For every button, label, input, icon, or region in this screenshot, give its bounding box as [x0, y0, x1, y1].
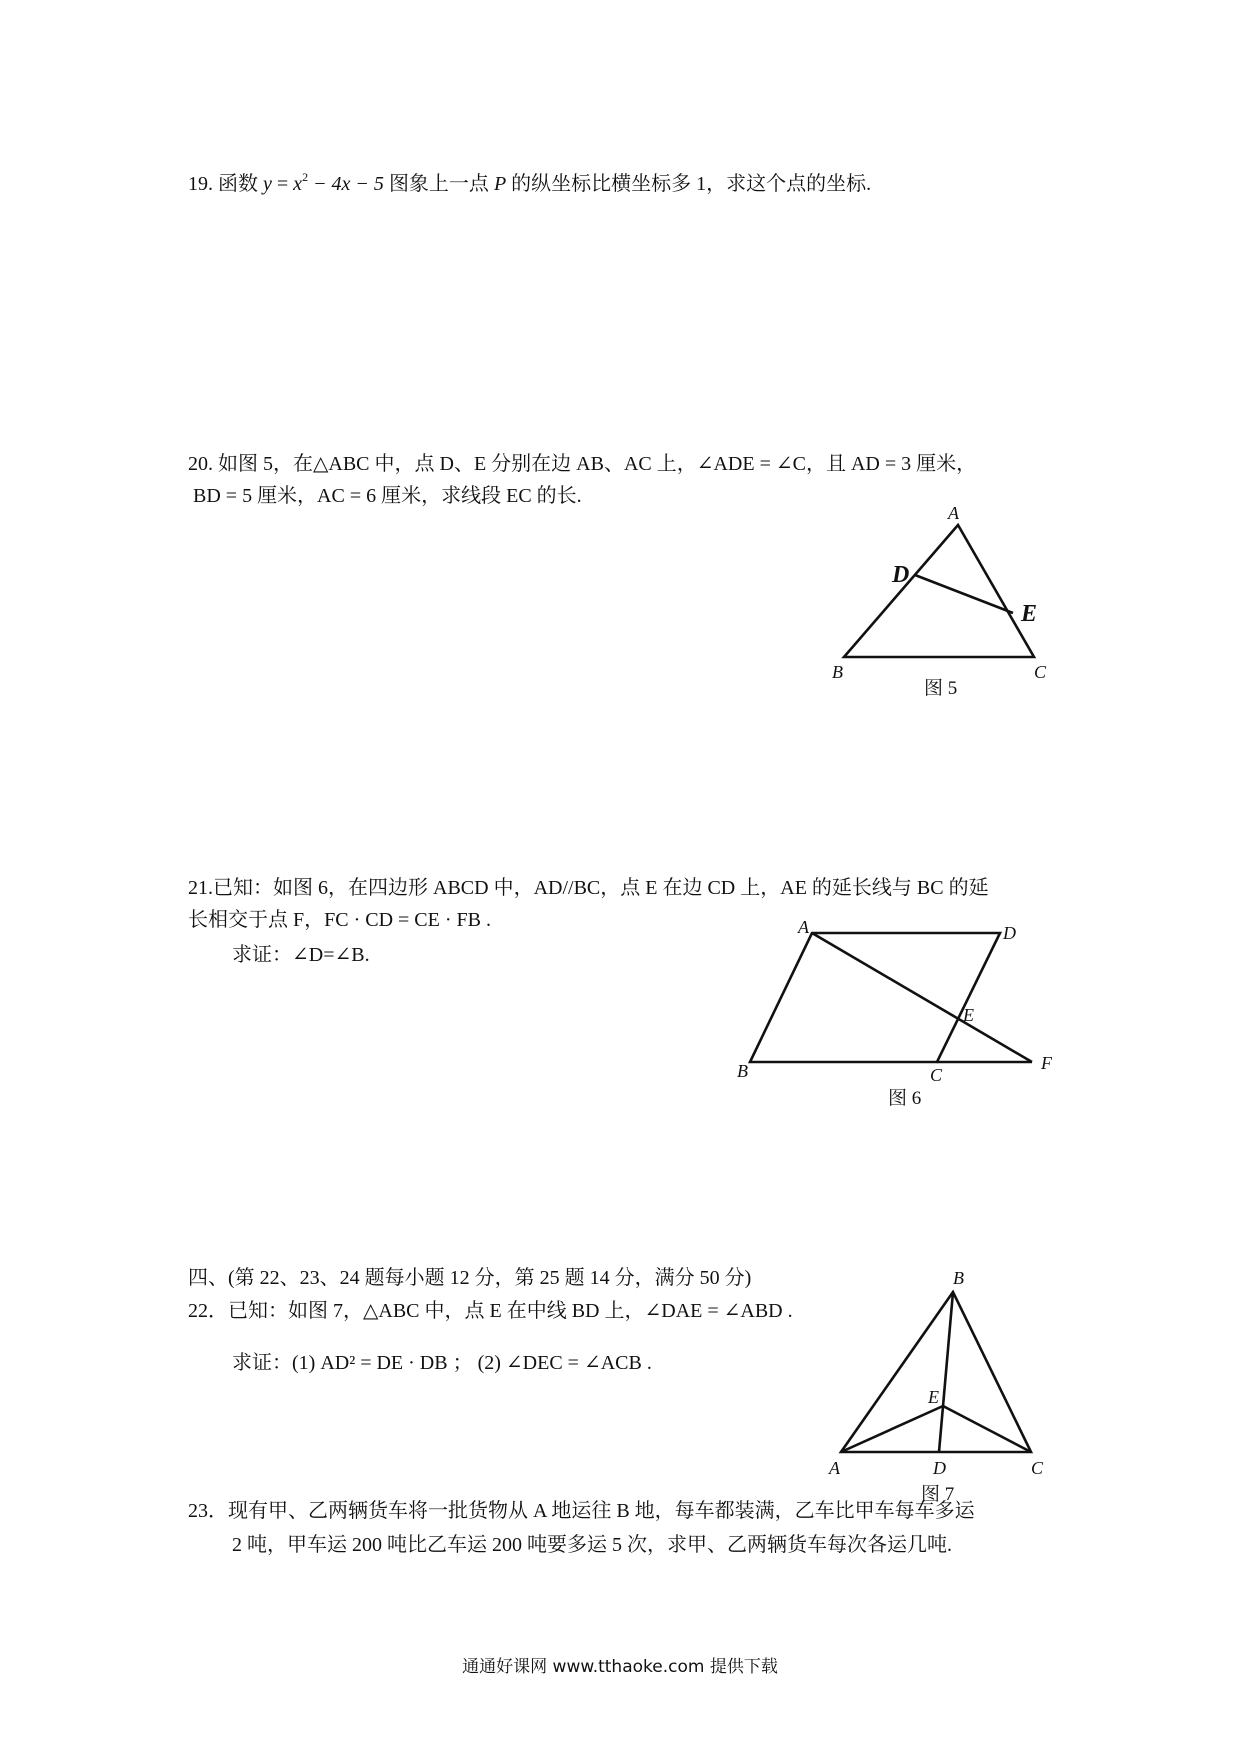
label-f: F	[1041, 1053, 1052, 1073]
label-a: A	[798, 917, 809, 937]
label-e: E	[963, 1005, 974, 1025]
label-d: D	[933, 1458, 946, 1478]
label-a: A	[829, 1458, 840, 1478]
label-c: C	[1031, 1458, 1044, 1478]
label-b: B	[953, 1268, 964, 1288]
question-23-line-1: 23．现有甲、乙两辆货车将一批货物从 A 地运往 B 地，每车都装满，乙车比甲车每车多运	[188, 1500, 975, 1522]
figure-7	[825, 1270, 1055, 1505]
label-c: C	[1034, 662, 1047, 682]
question-20-line-2: BD = 5 厘米，AC = 6 厘米，求线段 EC 的长.	[193, 485, 582, 507]
label-b: B	[832, 662, 843, 682]
label-a: A	[948, 503, 959, 523]
label-e: E	[928, 1387, 939, 1407]
question-22-line-2: 求证：(1) AD² = DE · DB ； (2) ∠DEC = ∠ACB .	[232, 1352, 652, 1374]
label-b: B	[737, 1061, 748, 1081]
question-23-line-2: 2 吨，甲车运 200 吨比乙车运 200 吨要多运 5 次，求甲、乙两辆货车每次各运几吨.	[232, 1534, 952, 1556]
figure-5	[820, 505, 1060, 705]
point-label: P	[493, 173, 507, 195]
label-e: E	[1021, 601, 1038, 627]
figure-5-caption: 图 5	[924, 678, 958, 699]
question-21-line-2: 长相交于点 F，FC · CD = CE · FB .	[188, 909, 491, 931]
triangle-abc	[844, 525, 1034, 657]
question-22-line-1: 22．已知：如图 7，△ABC 中，点 E 在中线 BD 上，∠DAE = ∠ABD .	[188, 1300, 793, 1322]
question-number: 19.	[188, 173, 213, 195]
label-d: D	[892, 562, 910, 588]
figure-7-caption: 图 7	[921, 1484, 955, 1505]
formula: $y = x^2 - 4x - 5$	[263, 170, 384, 195]
triangle-abc	[841, 1292, 1031, 1452]
section-heading: 四、(第 22、23、24 题每小题 12 分，第 25 题 14 分，满分 50 分)	[188, 1267, 752, 1289]
question-text: 函数	[218, 173, 258, 195]
segment-ec	[943, 1406, 1031, 1452]
segment-af	[812, 933, 1032, 1062]
median-bd	[939, 1292, 953, 1452]
question-text: 的纵坐标比横坐标多 1，求这个点的坐标.	[511, 173, 872, 195]
figure-6-caption: 图 6	[888, 1088, 922, 1109]
quadrilateral-abcd	[750, 933, 1000, 1062]
question-20-line-1: 20. 如图 5，在△ABC 中，点 D、E 分别在边 AB、AC 上，∠ADE = ∠C，且 AD = 3 厘米，	[188, 453, 977, 475]
question-21-line-1: 21.已知：如图 6，在四边形 ABCD 中，AD//BC，点 E 在边 CD 上，AE 的延长线与 BC 的延	[188, 877, 989, 899]
question-21-line-3: 求证：∠D=∠B.	[232, 944, 370, 966]
question-text: 图象上一点	[388, 173, 489, 195]
label-d: D	[1003, 923, 1016, 943]
question-19	[188, 170, 871, 198]
figure-6	[735, 915, 1075, 1115]
label-c: C	[930, 1065, 943, 1085]
page-footer: 通通好课网 www.tthaoke.com 提供下载	[462, 1657, 778, 1677]
